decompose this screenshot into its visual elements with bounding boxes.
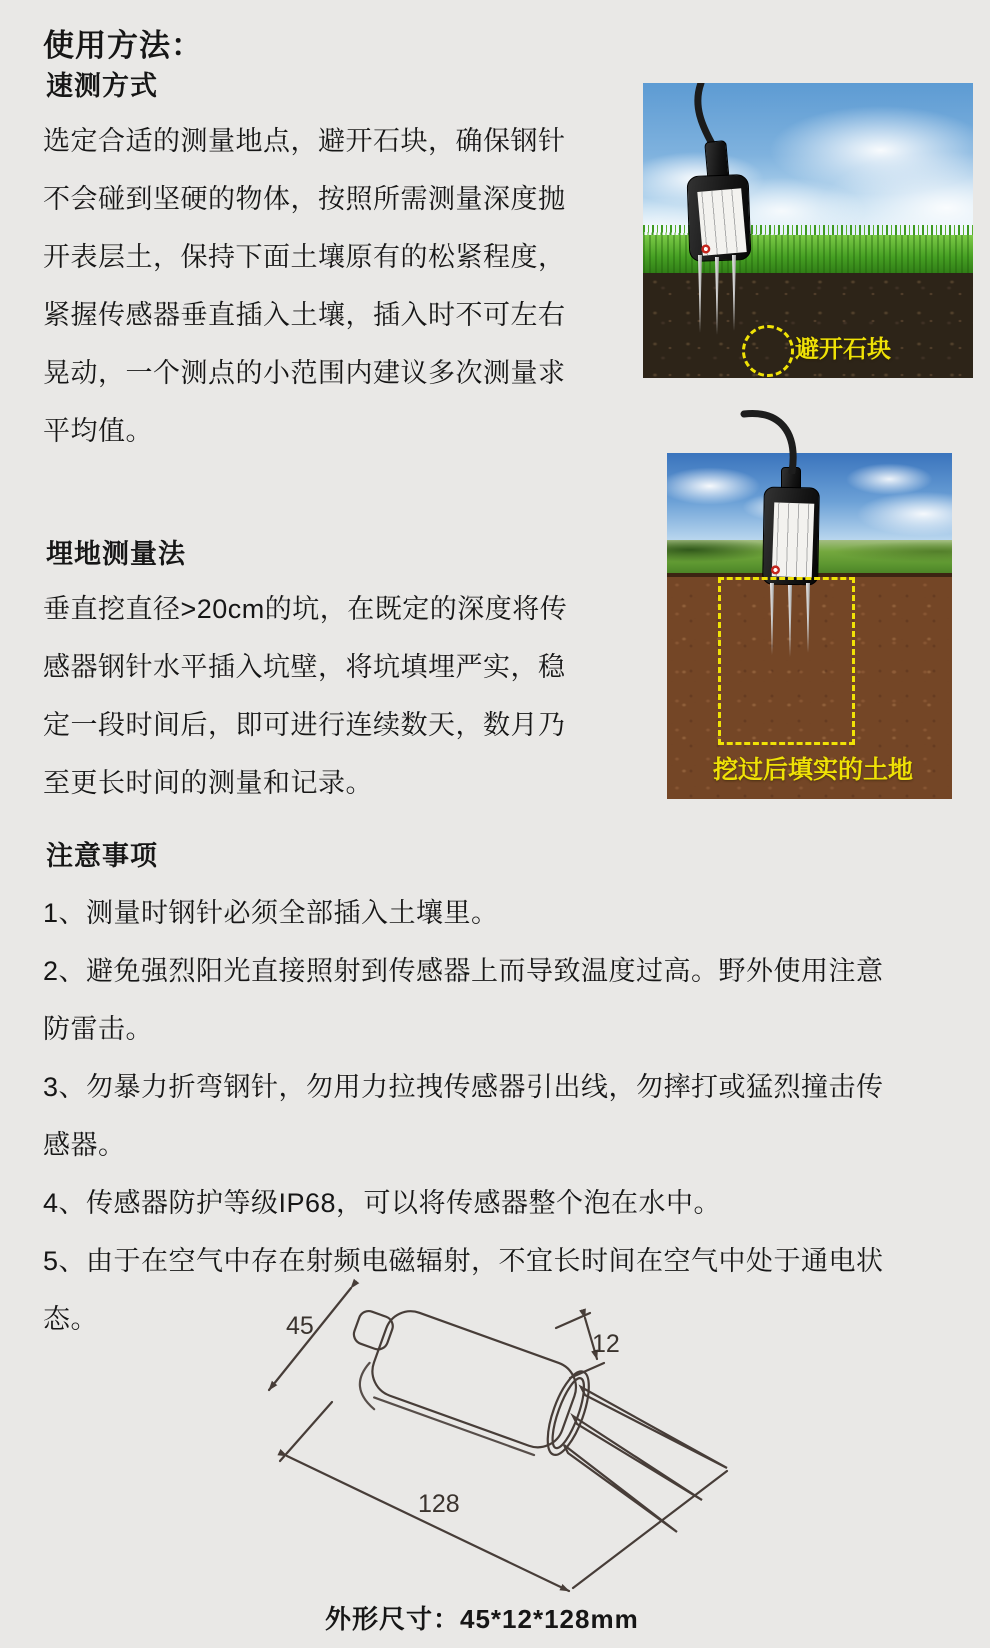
avoid-stone-annotation: 避开石块 <box>795 336 891 363</box>
sensor-outline <box>269 1288 727 1591</box>
paragraph-buried-measure <box>43 580 567 812</box>
text-line: 态。 <box>43 1304 98 1334</box>
dim-label-128: 128 <box>418 1490 460 1518</box>
text-line: 开表层土，保持下面土壤原有的松紧程度， <box>43 242 566 272</box>
sensor-label <box>767 496 820 584</box>
refilled-soil-annotation: 挖过后填实的土地 <box>713 756 914 784</box>
dim-label-45: 45 <box>286 1312 314 1340</box>
brand-logo-icon <box>771 565 780 574</box>
refilled-pit-outline <box>718 577 855 745</box>
brand-logo-icon <box>701 244 711 254</box>
needle-outline <box>564 1445 677 1532</box>
section-heading-notes: 注意事项 <box>46 841 158 871</box>
dim-line-128 <box>287 1456 569 1591</box>
text-line: 至更长时间的测量和记录。 <box>43 768 373 798</box>
photo-buried-measure <box>667 453 952 799</box>
text-line: 感器钢针水平插入坑壁，将坑填埋严实，稳 <box>43 652 566 682</box>
needle-outline <box>573 1416 702 1500</box>
text-line: 感器。 <box>43 1130 126 1160</box>
page-title: 使用方法： <box>43 28 203 63</box>
text-line: 选定合适的测量地点，避开石块，确保钢针 <box>43 126 566 156</box>
needle-outline <box>581 1387 727 1468</box>
text-line: 防雷击。 <box>43 1014 153 1044</box>
section-heading-buried-measure: 埋地测量法 <box>46 539 186 569</box>
photo-quick-measure <box>643 83 973 378</box>
sensor-label <box>692 182 752 262</box>
text-line: 平均值。 <box>43 416 153 446</box>
sensor-cable <box>732 408 817 474</box>
dim-label-12: 12 <box>592 1330 620 1358</box>
text-line: 4、传感器防护等级IP68，可以将传感器整个泡在水中。 <box>43 1188 722 1218</box>
text-line: 5、由于在空气中存在射频电磁辐射，不宜长时间在空气中处于通电状 <box>43 1246 884 1276</box>
photo-frame <box>667 453 952 799</box>
text-line: 紧握传感器垂直插入土壤，插入时不可左右 <box>43 300 566 330</box>
paragraph-quick-measure <box>43 112 566 460</box>
text-line: 2、避免强烈阳光直接照射到传感器上而导致温度过高。野外使用注意 <box>43 956 884 986</box>
text-line: 垂直挖直径>20cm的坑，在既定的深度将传 <box>43 594 568 624</box>
text-line: 1、测量时钢针必须全部插入土壤里。 <box>43 898 499 928</box>
avoid-stone-circle <box>742 325 794 377</box>
section-heading-quick-measure: 速测方式 <box>46 71 158 101</box>
text-line: 定一段时间后，即可进行连续数天，数月乃 <box>43 710 566 740</box>
dimension-caption: 外形尺寸：45*12*128mm <box>325 1604 639 1634</box>
text-line: 晃动，一个测点的小范围内建议多次测量求 <box>43 358 566 388</box>
text-line: 3、勿暴力折弯钢针，勿用力拉拽传感器引出线，勿摔打或猛烈撞击传 <box>43 1072 884 1102</box>
dimension-drawing <box>240 1278 790 1608</box>
text-line: 不会碰到坚硬的物体，按照所需测量深度抛 <box>43 184 566 214</box>
